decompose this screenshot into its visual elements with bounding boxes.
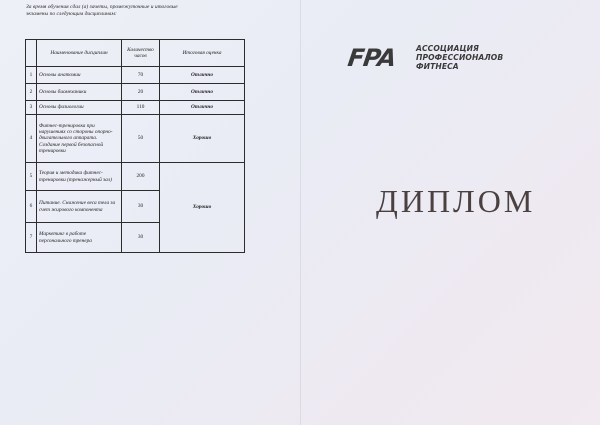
intro-text: [26, 4, 276, 17]
table-row: [26, 84, 245, 101]
logo-line-2: ПРОФЕССИОНАЛОВ: [416, 53, 504, 62]
row-discipline: Питание. Снижение веса тела за счет жирового компонента: [37, 191, 122, 223]
row-grade: Отлично: [160, 101, 245, 115]
disciplines-table: [25, 39, 245, 253]
row-hours: 110: [122, 101, 160, 115]
row-discipline: Теория и методика фитнес-тренировки (тренажерный зал): [37, 163, 122, 191]
row-hours: 70: [122, 67, 160, 84]
row-number: 6: [26, 191, 37, 223]
row-grade: Хорошо: [160, 115, 245, 163]
table-row: [26, 67, 245, 84]
row-discipline: Основы биомеханики: [37, 84, 122, 101]
row-hours: 30: [122, 191, 160, 223]
row-grade: Отлично: [160, 84, 245, 101]
logo-line-1: АССОЦИАЦИЯ: [416, 44, 480, 53]
logo-mark: FPA: [346, 44, 398, 72]
intro-line-2: экзамены по следующим дисциплинам:: [26, 10, 117, 17]
row-grade: Отлично: [160, 67, 245, 84]
header-discipline: Наименование дисциплин: [37, 40, 122, 67]
row-hours: 50: [122, 115, 160, 163]
row-hours: 200: [122, 163, 160, 191]
logo-text: [416, 44, 526, 71]
header-number: [26, 40, 37, 67]
row-hours: 20: [122, 84, 160, 101]
row-hours: 30: [122, 223, 160, 253]
row-number: 3: [26, 101, 37, 115]
row-discipline: Основы анатомии: [37, 67, 122, 84]
row-discipline: Основы физиологии: [37, 101, 122, 115]
row-number: 4: [26, 115, 37, 163]
table-row: [26, 163, 245, 191]
intro-line-1: За время обучения сдал (а) зачеты, промежуточные и итоговые: [26, 4, 178, 10]
row-number: 5: [26, 163, 37, 191]
header-hours: Количество часов: [122, 40, 160, 67]
table-header-row: [26, 40, 245, 67]
row-number: 7: [26, 223, 37, 253]
header-grade: Итоговая оценка: [160, 40, 245, 67]
table-row: [26, 101, 245, 115]
row-number: 2: [26, 84, 37, 101]
row-discipline: Маркетинг в работе персонального тренера: [37, 223, 122, 253]
merged-grade: Хорошо: [160, 163, 245, 253]
page-fold: [300, 0, 301, 425]
logo-line-3: ФИТНЕСА: [416, 62, 459, 71]
row-number: 1: [26, 67, 37, 84]
diploma-title: ДИПЛОМ: [376, 183, 536, 219]
table-row: [26, 115, 245, 163]
row-discipline: Фитнес-тренировка при нарушениях со стороны опорно-двигательного аппарата. Создание первой безопасной тренировки: [37, 115, 122, 163]
